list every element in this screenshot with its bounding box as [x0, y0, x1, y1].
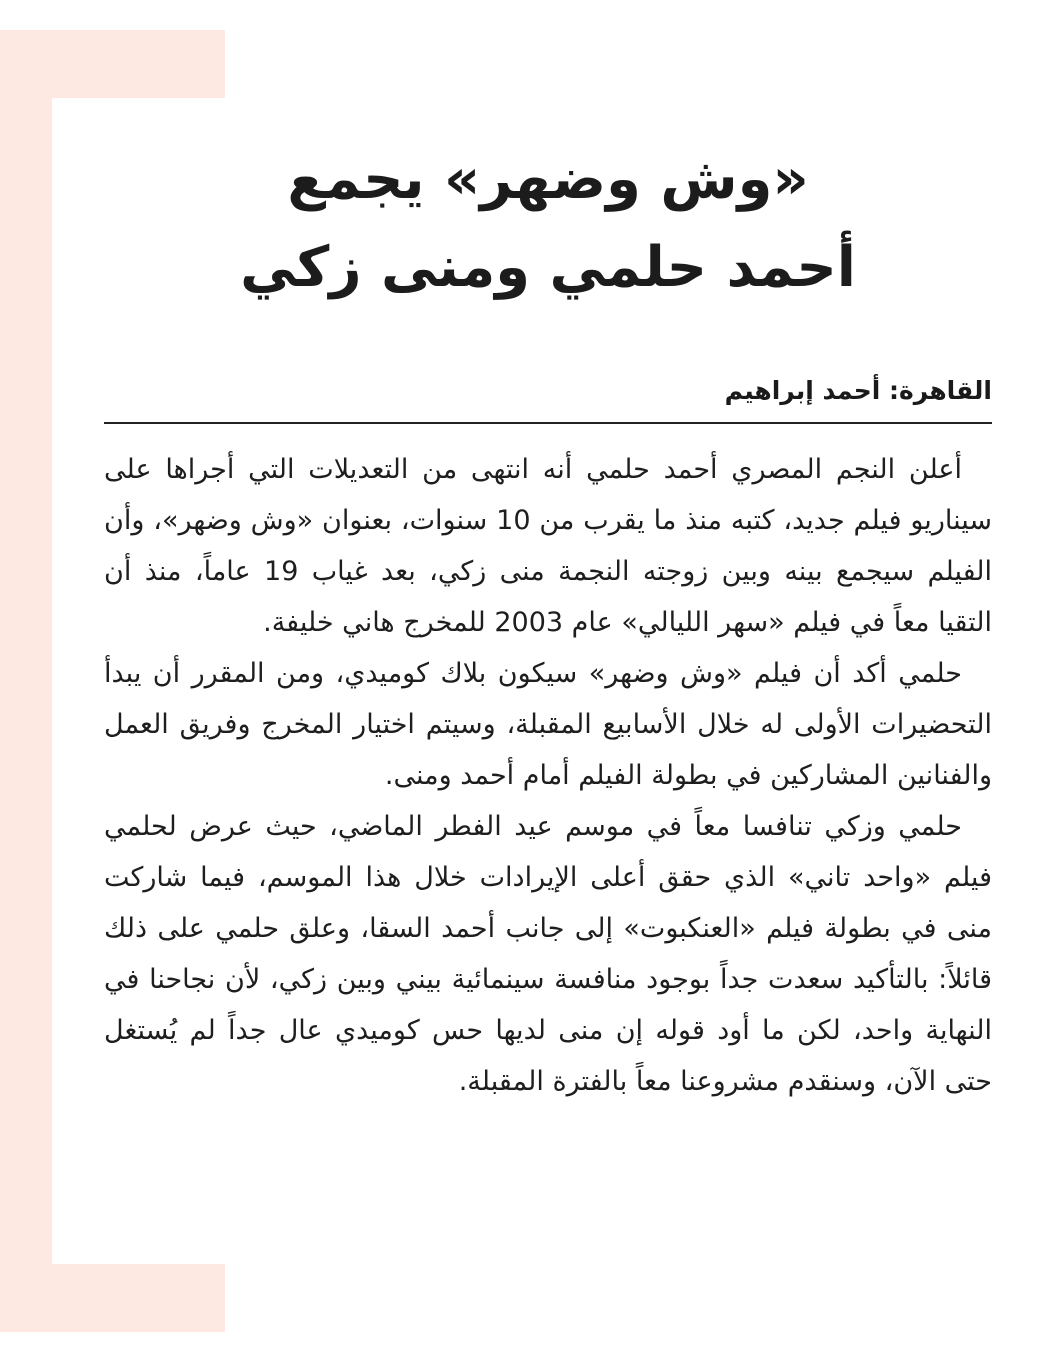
- headline: [104, 136, 992, 312]
- decorative-band-left: [0, 30, 52, 1332]
- headline-line-2: أحمد حلمي ومنى زكي: [240, 235, 856, 300]
- decorative-band-bottom: [0, 1264, 225, 1332]
- paragraph: حلمي أكد أن فيلم «وش وضهر» سيكون بلاك كوميدي، ومن المقرر أن يبدأ التحضيرات الأولى له خلال الأسابيع المقبلة، وسيتم اختيار المخرج وفريق العمل والفنانين المشاركين في بطولة الفيلم أمام أحمد ومنى.: [104, 658, 992, 791]
- article-body: [104, 444, 992, 1107]
- paragraph: أعلن النجم المصري أحمد حلمي أنه انتهى من التعديلات التي أجراها على سيناريو فيلم جديد، كتبه منذ ما يقرب من 10 سنوات، بعنوان «وش وضهر»، وأن الفيلم سيجمع بينه وبين زوجته النجمة منى زكي، بعد غياب 19 عاماً، منذ أن التقيا معاً في فيلم «سهر الليالي» عام 2003 للمخرج هاني خليفة.: [104, 454, 992, 638]
- headline-line-1: «وش وضهر» يجمع: [287, 147, 809, 212]
- byline: القاهرة: أحمد إبراهيم: [104, 374, 992, 424]
- article: [104, 100, 992, 1107]
- paragraph: حلمي وزكي تنافسا معاً في موسم عيد الفطر الماضي، حيث عرض لحلمي فيلم «واحد تاني» الذي حقق أعلى الإيرادات خلال هذا الموسم، فيما شاركت منى في بطولة فيلم «العنكبوت» إلى جانب أحمد السقا، وعلق حلمي على ذلك قائلاً: بالتأكيد سعدت جداً بوجود منافسة سينمائية بيني وبين زكي، لأن نجاحنا في النهاية واحد، لكن ما أود قوله إن منى لديها حس كوميدي عال جداً لم يُستغل حتى الآن، وسنقدم مشروعنا معاً بالفترة المقبلة.: [104, 811, 992, 1097]
